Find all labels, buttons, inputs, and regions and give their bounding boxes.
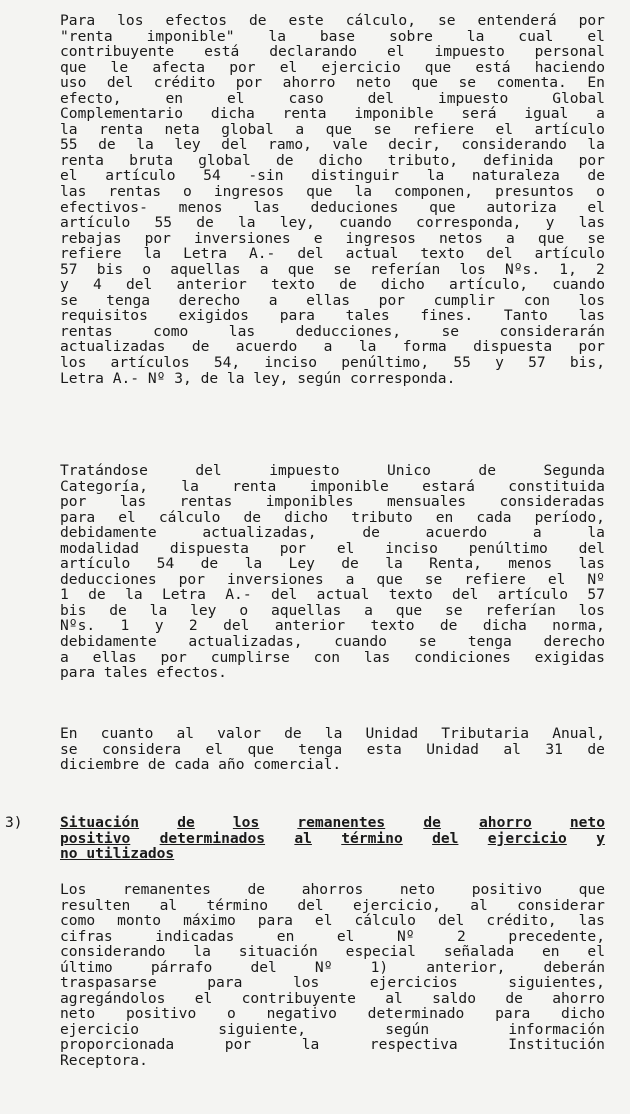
text-line: Complementario dicha renta imponible será igual a: [60, 105, 605, 123]
text-line: efecto, en el caso del impuesto Global: [60, 89, 605, 107]
section-number: 3): [5, 814, 23, 831]
text-line: refiere la Letra A.- del actual texto del artículo: [60, 245, 605, 263]
text-line: se considera el que tenga esta Unidad al 31 de: [60, 740, 605, 758]
text-line: bis de la ley o aquellas a que se referían los: [60, 601, 605, 619]
text-line: rebajas por inversiones e ingresos netos a que se: [60, 229, 605, 247]
text-line: resulten al término del ejercicio, al considerar: [60, 896, 605, 914]
text-line: los artículos 54, inciso penúltimo, 55 y 57 bis,: [60, 354, 605, 372]
text-line: requisitos exigidos para tales fines. Tanto las: [60, 307, 605, 325]
text-line: debidamente actualizadas, cuando se tenga derecho: [60, 633, 605, 651]
section-heading: [60, 815, 605, 862]
text-line: uso del crédito por ahorro neto que se comenta. En: [60, 74, 605, 92]
text-line: neto positivo o negativo determinado para dicho: [60, 1005, 605, 1023]
text-line: como monto máximo para el cálculo del crédito, las: [60, 912, 605, 930]
text-line: debidamente actualizadas, de acuerdo a la: [60, 524, 605, 542]
text-line: Tratándose del impuesto Unico de Segunda: [60, 462, 605, 479]
text-line: Para los efectos de este cálculo, se entenderá por: [60, 12, 605, 29]
text-line: 1 de la Letra A.- del actual texto del artículo 57: [60, 586, 605, 604]
text-line: 55 de la ley del ramo, vale decir, considerando la: [60, 136, 605, 154]
text-line: Categoría, la renta imponible estará constituida: [60, 477, 605, 495]
text-line: rentas como las deducciones, se considerarán: [60, 322, 605, 340]
text-line: En cuanto al valor de la Unidad Tributaria Anual,: [60, 725, 605, 742]
text-line: ejercicio siguiente, según información: [60, 1020, 605, 1038]
paragraph-remanentes: [60, 882, 605, 1069]
text-line: Nºs. 1 y 2 del anterior texto de dicha norma,: [60, 617, 605, 635]
text-line: artículo 54 de la Ley de la Renta, menos las: [60, 555, 605, 573]
text-line: no utilizados: [60, 845, 175, 863]
text-line: se tenga derecho a ellas por cumplir con los: [60, 291, 605, 309]
text-line: último párrafo del Nº 1) anterior, deberán: [60, 958, 605, 976]
text-line: Letra A.- Nº 3, de la ley, según corresponda.: [60, 369, 456, 387]
text-line: renta bruta global de dicho tributo, definida por: [60, 151, 605, 169]
text-line: la renta neta global a que se refiere el artículo: [60, 120, 605, 138]
paragraph-unidad-tributaria: [60, 726, 605, 773]
text-line: "renta imponible" la base sobre la cual el: [60, 27, 605, 45]
text-line: 57 bis o aquellas a que se referían los Nºs. 1, 2: [60, 260, 605, 278]
text-line: actualizadas de acuerdo a la forma dispuesta por: [60, 338, 605, 356]
text-line: modalidad dispuesta por el inciso penúltimo del: [60, 539, 605, 557]
text-line: diciembre de cada año comercial.: [60, 756, 342, 774]
text-line: artículo 55 de la ley, cuando corresponda, y las: [60, 214, 605, 232]
text-line: traspasarse para los ejercicios siguientes,: [60, 974, 605, 992]
text-line: proporcionada por la respectiva Institución: [60, 1036, 605, 1054]
text-line: contribuyente está declarando el impuesto personal: [60, 43, 605, 61]
paragraph-segunda-categoria: [60, 463, 605, 681]
text-line: a ellas por cumplirse con las condiciones exigidas: [60, 648, 605, 666]
paragraph-renta-imponible: [60, 13, 605, 386]
text-line: para tales efectos.: [60, 664, 227, 682]
text-line: y 4 del anterior texto de dicho artículo, cuando: [60, 276, 605, 294]
text-line: considerando la situación especial señalada en el: [60, 943, 605, 961]
text-line: las rentas o ingresos que la componen, presuntos o: [60, 183, 605, 201]
text-line: el artículo 54 -sin distinguir la naturaleza de: [60, 167, 605, 185]
text-line: positivo determinados al término del ejercicio y: [60, 829, 605, 847]
text-line: Receptora.: [60, 1052, 148, 1070]
text-line: cifras indicadas en el Nº 2 precedente,: [60, 927, 605, 945]
text-line: deducciones por inversiones a que se refiere el Nº: [60, 570, 605, 588]
text-line: que le afecta por el ejercicio que está haciendo: [60, 58, 605, 76]
text-line: por las rentas imponibles mensuales consideradas: [60, 493, 605, 511]
text-line: Situación de los remanentes de ahorro neto: [60, 814, 605, 831]
text-line: Los remanentes de ahorros neto positivo que: [60, 881, 605, 898]
text-line: agregándolos el contribuyente al saldo de ahorro: [60, 989, 605, 1007]
text-line: para el cálculo de dicho tributo en cada período,: [60, 508, 605, 526]
text-line: efectivos- menos las deduciones que autoriza el: [60, 198, 605, 216]
